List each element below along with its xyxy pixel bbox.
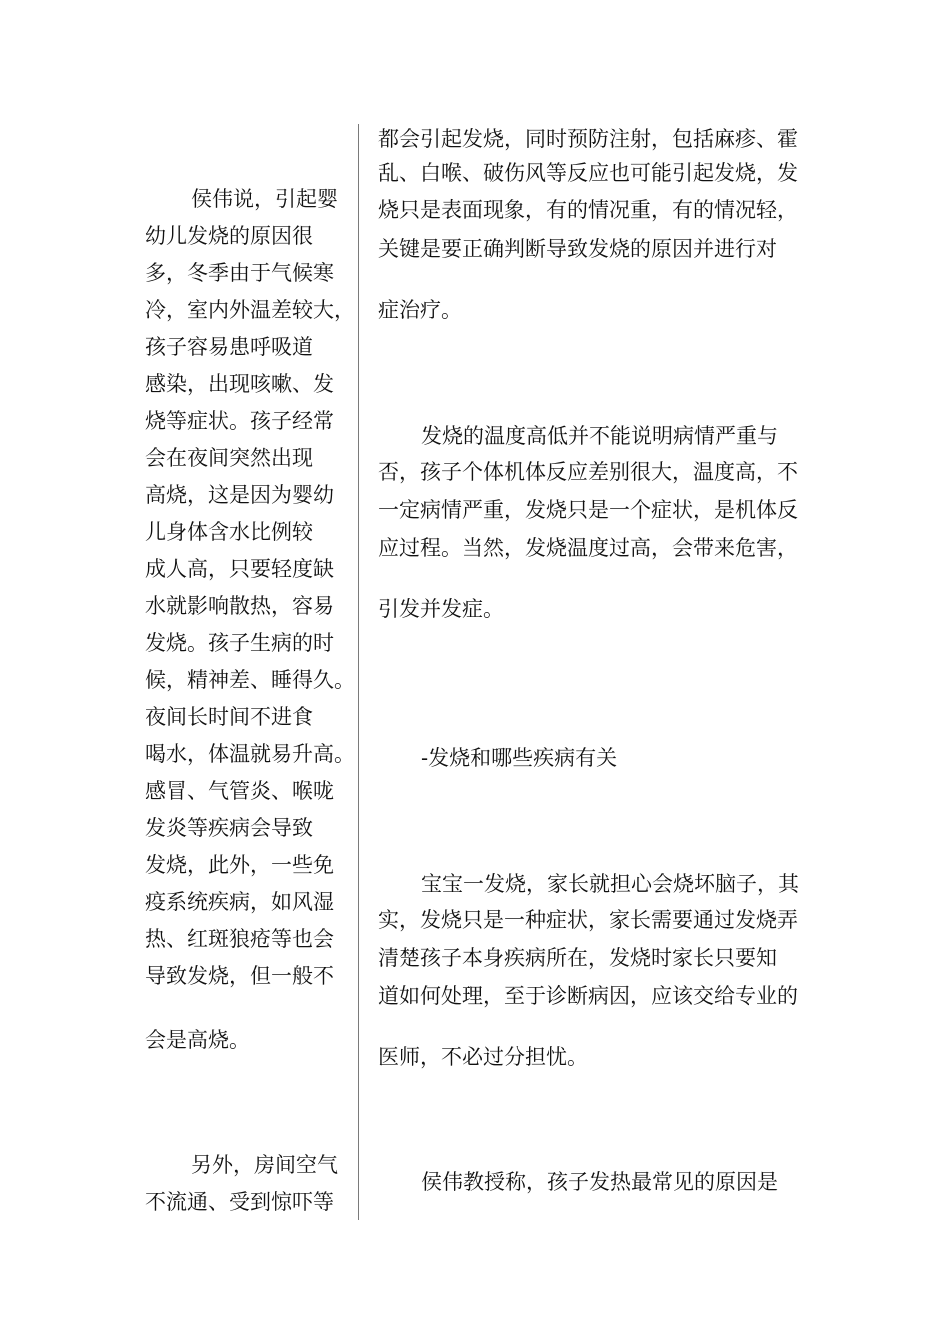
left-line: 导致发烧，但一般不 xyxy=(145,964,334,988)
section-heading: -发烧和哪些疾病有关 xyxy=(421,746,618,770)
right-line: 关键是要正确判断导致发烧的原因并进行对 xyxy=(378,237,777,261)
right-line: 都会引起发烧，同时预防注射，包括麻疹、霍 xyxy=(378,127,798,151)
right-line: 否，孩子个体机体反应差别很大，温度高，不 xyxy=(378,460,798,484)
left-line: 喝水，体温就易升高。 xyxy=(145,742,355,766)
right-line: 症治疗。 xyxy=(378,298,462,322)
column-divider xyxy=(358,124,359,1220)
right-line: 道如何处理，至于诊断病因，应该交给专业的 xyxy=(378,984,798,1008)
left-line: 水就影响散热，容易 xyxy=(145,594,334,618)
left-line: 冷，室内外温差较大， xyxy=(145,298,355,322)
right-line: 引发并发症。 xyxy=(378,597,504,621)
left-line: 热、红斑狼疮等也会 xyxy=(145,927,334,951)
left-line: 高烧，这是因为婴幼 xyxy=(145,483,334,507)
right-line: 应过程。当然，发烧温度过高，会带来危害， xyxy=(378,536,798,560)
right-line: 发烧的温度高低并不能说明病情严重与 xyxy=(421,424,778,448)
left-line: 不流通、受到惊吓等 xyxy=(145,1190,334,1214)
right-line: 乱、白喉、破伤风等反应也可能引起发烧，发 xyxy=(378,161,798,185)
left-line: 候，精神差、睡得久。 xyxy=(145,668,355,692)
right-line: 清楚孩子本身疾病所在，发烧时家长只要知 xyxy=(378,946,777,970)
left-line: 感冒、气管炎、喉咙 xyxy=(145,779,334,803)
left-line: 儿身体含水比例较 xyxy=(145,520,313,544)
right-line: 医师，不必过分担忧。 xyxy=(378,1045,588,1069)
right-line: 一定病情严重，发烧只是一个症状，是机体反 xyxy=(378,498,798,522)
left-line: 发烧，此外，一些免 xyxy=(145,853,334,877)
left-line: 疫系统疾病，如风湿 xyxy=(145,890,334,914)
right-line: 实，发烧只是一种症状，家长需要通过发烧弄 xyxy=(378,908,798,932)
left-line: 夜间长时间不进食 xyxy=(145,705,313,729)
left-line: 多，冬季由于气候寒 xyxy=(145,261,334,285)
left-line: 幼儿发烧的原因很 xyxy=(145,224,313,248)
left-line: 侯伟说，引起婴 xyxy=(191,187,338,211)
right-line: 烧只是表面现象，有的情况重，有的情况轻， xyxy=(378,198,798,222)
left-line: 另外，房间空气 xyxy=(191,1153,338,1177)
left-line: 会在夜间突然出现 xyxy=(145,446,313,470)
left-line: 会是高烧。 xyxy=(145,1028,250,1052)
left-line: 发烧。孩子生病的时 xyxy=(145,631,334,655)
left-line: 发炎等疾病会导致 xyxy=(145,816,313,840)
right-line: 宝宝一发烧，家长就担心会烧坏脑子，其 xyxy=(421,872,799,896)
left-line: 孩子容易患呼吸道 xyxy=(145,335,313,359)
right-line: 侯伟教授称，孩子发热最常见的原因是 xyxy=(421,1170,778,1194)
left-line: 感染，出现咳嗽、发 xyxy=(145,372,334,396)
left-line: 烧等症状。孩子经常 xyxy=(145,409,334,433)
left-line: 成人高，只要轻度缺 xyxy=(145,557,334,581)
